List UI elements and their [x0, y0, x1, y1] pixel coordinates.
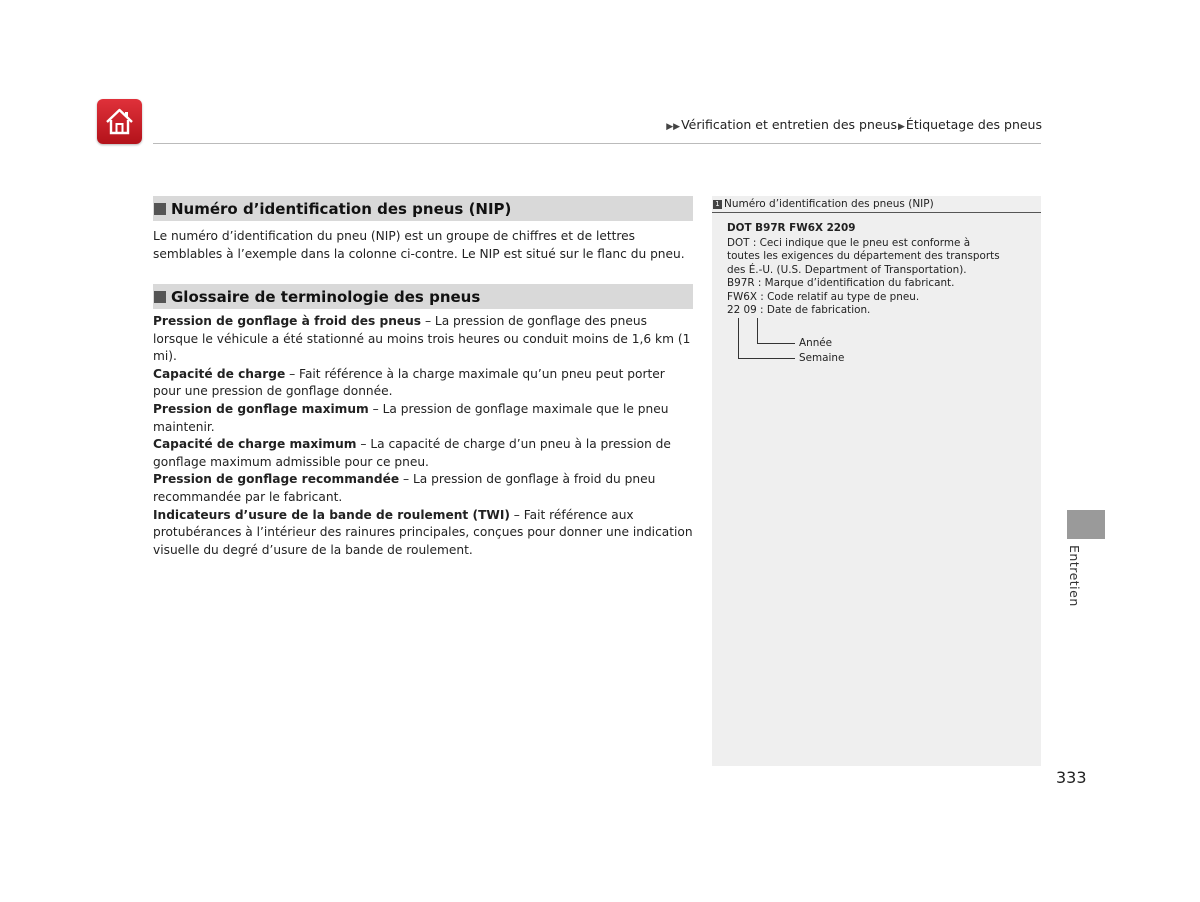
- glossary-item: Pression de gonflage recommandée – La pression de gonflage à froid du pneu recommandée par le fabricant.: [153, 472, 656, 504]
- breadcrumb-item-tire-check[interactable]: Vérification et entretien des pneus: [681, 117, 897, 132]
- year-connector: [757, 343, 795, 344]
- header-divider: [153, 143, 1041, 144]
- sidebar-line: FW6X : Code relatif au type de pneu.: [727, 290, 920, 303]
- sidebar-line: des É.-U. (U.S. Department of Transportation).: [727, 263, 967, 276]
- home-button[interactable]: [97, 99, 142, 144]
- date-code-diagram: [727, 318, 1041, 364]
- sidebar-line: B97R : Marque d’identification du fabricant.: [727, 277, 955, 289]
- sidebar-heading-text: Numéro d’identification des pneus (NIP): [724, 198, 934, 210]
- home-icon: [102, 104, 137, 139]
- year-label: Année: [799, 336, 833, 349]
- reference-icon: 1: [713, 200, 722, 209]
- main-column: [153, 196, 693, 559]
- sidebar-line: 22 09 : Date de fabrication.: [727, 304, 871, 316]
- sidebar-heading: [712, 196, 1041, 213]
- page-number: 333: [1056, 768, 1087, 787]
- sidebar-body: [712, 213, 1041, 364]
- glossary-item: Indicateurs d’usure de la bande de roulement (TWI) – Fait référence aux protubérances à l’intérieur des rainures principales, conçues pour donner une indication visuelle du degré d’usure de la bande de roulement.: [153, 507, 693, 557]
- breadcrumb-arrow-icon: ▶: [898, 122, 905, 132]
- glossary-list: [153, 313, 693, 559]
- sidebar-line: DOT : Ceci indique que le pneu est conforme à: [727, 236, 971, 249]
- glossary-item: Capacité de charge – Fait référence à la charge maximale qu’un pneu peut porter pour une pression de gonflage donnée.: [153, 366, 665, 399]
- section-heading-nip: [153, 196, 693, 221]
- section-square-icon: [154, 291, 166, 303]
- section-heading-text: Glossaire de terminologie des pneus: [171, 287, 481, 306]
- chapter-tab[interactable]: [1067, 510, 1105, 539]
- dot-code: DOT B97R FW6X 2209: [727, 222, 856, 234]
- section-square-icon: [154, 203, 166, 215]
- breadcrumb-item-tire-labeling[interactable]: Étiquetage des pneus: [905, 117, 1042, 132]
- sidebar-note: [712, 196, 1041, 766]
- week-connector: [738, 318, 739, 359]
- year-connector: [757, 318, 758, 344]
- glossary-item: Pression de gonflage maximum – La pression de gonflage maximale que le pneu maintenir.: [153, 401, 669, 434]
- section-heading-text: Numéro d’identification des pneus (NIP): [171, 199, 512, 218]
- week-label: Semaine: [799, 351, 845, 364]
- chapter-label: Entretien: [1067, 545, 1082, 607]
- glossary-item: Pression de gonflage à froid des pneus – La pression de gonflage des pneus lorsque le véhicule a été stationné au moins trois heures ou conduit moins de 1,6 km (1 mi).: [153, 314, 691, 364]
- breadcrumb-arrow-icon: ▶▶: [666, 122, 681, 132]
- glossary-item: Capacité de charge maximum – La capacité de charge d’un pneu à la pression de gonflage maximum admissible pour ce pneu.: [153, 437, 671, 469]
- breadcrumb: [665, 117, 1042, 132]
- week-connector: [738, 358, 795, 359]
- section-heading-glossary: [153, 284, 693, 309]
- sidebar-line: toutes les exigences du département des transports: [727, 250, 1000, 262]
- nip-paragraph: Le numéro d’identification du pneu (NIP) est un groupe de chiffres et de lettres semblables à l’exemple dans la colonne ci-contre. Le NIP est situé sur le flanc du pneu.: [153, 229, 685, 261]
